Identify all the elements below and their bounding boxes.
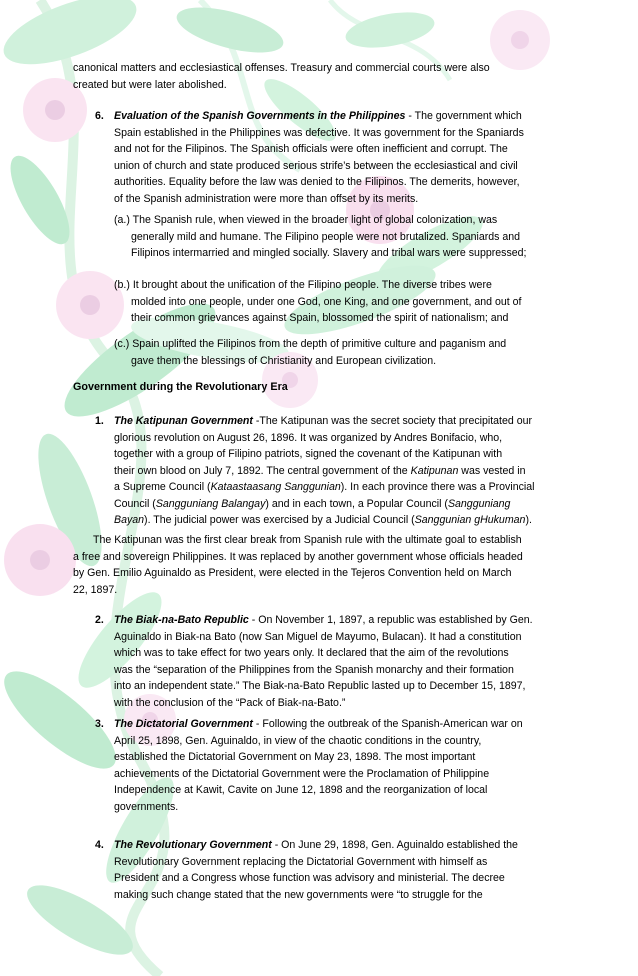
text-line: - The government which xyxy=(405,110,522,122)
revolutionary-paragraph: The Revolutionary Government - On June 29, 1898, Gen. Aguinaldo established the Revolutionary Government replacing the Dictatorial Government with himself as President and a Congress whose function was advisory and ministerial. The decree making such change stated that the new governments were “to struggle for the xyxy=(114,837,554,903)
biak-na-bato-paragraph: The Biak-na-Bato Republic - On November 1, 1897, a republic was established by Gen. Aguinaldo in Biak-na Bato (now San Miguel de Mayumo, Bulacan). It had a constitution which was to take effect for two years only. It declared that the aim of the revolutions was the “separation of the Philippines from the Spanish monarchy and their formation into an independent state.” The Biak-na-Bato Republic lasted up to December 15, 1897, with the conclusion of the “Pack of Biak-na-Bato.” xyxy=(114,612,554,711)
text-line: Filipinos intermarried and mingled socially. Slavery and tribal wars were suppressed; xyxy=(131,247,527,259)
section-title: Evaluation of the Spanish Governments in the Philippines xyxy=(114,110,406,122)
list-number: 3. xyxy=(95,718,104,730)
text-line: established the Dictatorial Government on May 23, 1898. The most important xyxy=(114,751,476,763)
list-number: 2. xyxy=(95,614,104,626)
text-line: generally mild and humane. The Filipino people were not brutalized. Spaniards and xyxy=(131,230,521,243)
text-line: a free and sovereign Philippines. It was replaced by another government whose officials headed xyxy=(73,550,523,563)
evaluation-paragraph xyxy=(114,108,554,207)
text-line: union of church and state produced serious strife’s between the ecclesiastical and civil xyxy=(114,159,518,172)
katipunan-paragraph: The Katipunan Government -The Katipunan was the secret society that precipitated our glorious revolution on August 26, 1896. It was organized by Andres Bonifacio, who, together with a group of Filipino patriots, signed the covenant of the Katipunan with their own blood on July 7, 1892. The central government of the Katipunan was vested in a Supreme Council (Kataastaasang Sanggunian). In each province there was a Provincial Council (Sangguniang Balangay) and in each town, a Popular Council (Sangguniang Bayan). The judicial power was exercised by a Judicial Council (Sanggunian gHukuman). xyxy=(114,413,560,529)
text-line: (c.) Spain uplifted the Filipinos from the depth of primitive culture and paganism and xyxy=(114,338,507,350)
text-line: (a.) The Spanish rule, when viewed in the broader light of global colonization, was xyxy=(114,214,498,226)
text-line: The Katipunan was the first clear break from Spanish rule with the ultimate goal to establish xyxy=(93,534,522,546)
text-line: President and a Congress whose function was advisory and ministerial. The decree xyxy=(114,872,505,884)
text-line: created but were later abolished. xyxy=(73,78,227,91)
text-line: Independence at Kawit, Cavite on June 12, 1898 and the reorganization of local xyxy=(114,784,488,796)
list-number: 1. xyxy=(95,415,104,427)
text-line: together with a group of Filipino patriots, signed the covenant of the Katipunan with xyxy=(114,448,503,460)
text-line: their common grievances against Spain, blossomed the spirit of nationalism; and xyxy=(131,312,509,324)
text-line: making such change stated that the new governments were “to struggle for the xyxy=(114,888,483,901)
text-line: by Gen. Emilio Aguinaldo as President, were elected in the Tejeros Convention held on March xyxy=(73,567,512,579)
intro-paragraph xyxy=(73,60,533,93)
list-number: 6. xyxy=(95,110,104,122)
list-number: 4. xyxy=(95,839,104,851)
text-line: of the Spanish administration were more than offset by its merits. xyxy=(114,192,419,205)
text-line: into an independent state.” The Biak-na-Bato Republic lasted up to December 15, 1897, xyxy=(114,680,526,692)
text-line: governments. xyxy=(114,800,179,813)
sub-item-c xyxy=(114,336,564,369)
text-line: gave them the blessings of Christianity and European civilization. xyxy=(131,354,437,367)
text-line: Spain established in the Philippines was defective. It was government for the Spaniards xyxy=(114,126,524,139)
sub-item-a xyxy=(114,212,564,262)
text-line: which was to take effect for two years only. It declared that the aim of the revolutions xyxy=(114,647,509,659)
section-title: The Katipunan Government xyxy=(114,415,253,427)
text-line: canonical matters and ecclesiastical offenses. Treasury and commercial courts were also xyxy=(73,62,490,74)
text-line: (b.) It brought about the unification of the Filipino people. The diverse tribes were xyxy=(114,279,492,291)
text-line: Revolutionary Government replacing the Dictatorial Government with himself as xyxy=(114,855,488,868)
text-line: Aguinaldo in Biak-na Bato (now San Miguel de Mayumo, Bulacan). It had a constitution xyxy=(114,630,522,643)
section-title: The Dictatorial Government xyxy=(114,718,253,730)
text-line: molded into one people, under one God, one King, and one government, and out of xyxy=(131,295,522,308)
text-line: glorious revolution on August 26, 1896. It was organized by Andres Bonifacio, who, xyxy=(114,431,503,444)
text-line: 22, 1897. xyxy=(73,583,118,596)
section-heading: Government during the Revolutionary Era xyxy=(73,381,288,393)
text-line: was the “separation of the Philippines from the Spanish monarchy and their formation xyxy=(114,663,514,676)
section-title: The Revolutionary Government xyxy=(114,839,272,851)
text-line: April 25, 1898, Gen. Aguinaldo, in view of the chaotic conditions in the country, xyxy=(114,734,482,747)
text-line: achievements of the Dictatorial Government were the Proclamation of Philippine xyxy=(114,767,490,780)
dictatorial-paragraph: The Dictatorial Government - Following the outbreak of the Spanish-American war on April 25, 1898, Gen. Aguinaldo, in view of the chaotic conditions in the country, established the Dictatorial Government on May 23, 1898. The most important achievements of the Dictatorial Government were the Proclamation of Philippine Independence at Kawit, Cavite on June 12, 1898 and the reorganization of local governments. xyxy=(114,716,554,815)
text-line: and not for the Filipinos. The Spanish officials were often inefficient and corrupt. The xyxy=(114,143,508,155)
sub-item-b xyxy=(114,277,564,327)
section-title: The Biak-na-Bato Republic xyxy=(114,614,249,626)
text-line: authorities. Equality before the law was denied to the Filipinos. The demerits, however, xyxy=(114,176,520,188)
body-paragraph xyxy=(73,532,571,598)
text-line: with the conclusion of the “Pack of Biak-na-Bato.” xyxy=(114,696,346,709)
